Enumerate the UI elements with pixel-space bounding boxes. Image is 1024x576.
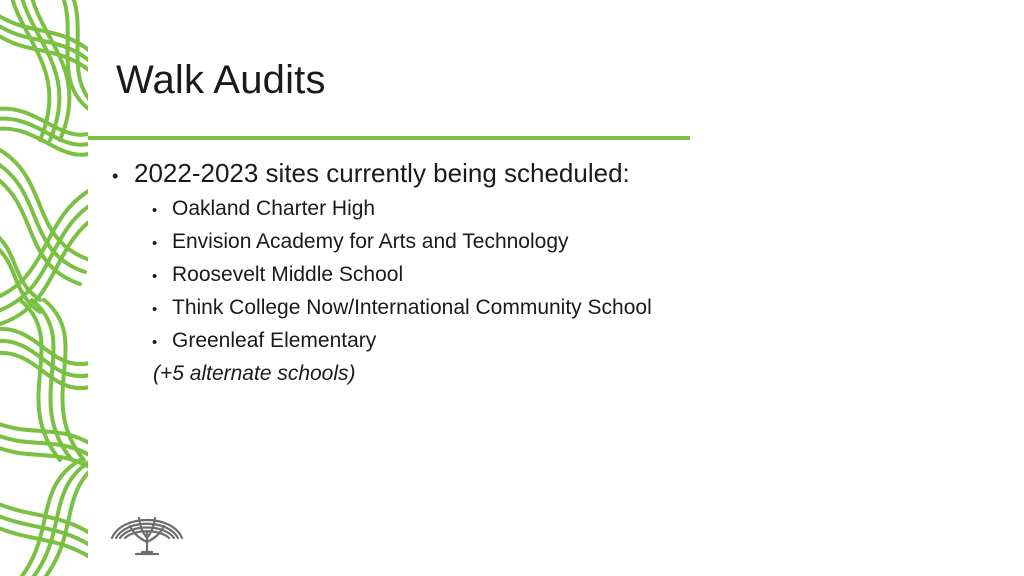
main-bullet bbox=[110, 154, 990, 192]
list-item bbox=[110, 324, 990, 357]
list-item bbox=[110, 192, 990, 225]
alternate-schools-note: (+5 alternate schools) bbox=[153, 362, 356, 385]
list-item bbox=[110, 291, 990, 324]
bullet-icon: • bbox=[112, 166, 119, 186]
bullet-icon: • bbox=[152, 334, 158, 351]
school-name: Envision Academy for Arts and Technology bbox=[172, 230, 569, 253]
slide-title: Walk Audits bbox=[116, 58, 326, 102]
slide-body bbox=[110, 154, 990, 390]
school-name: Roosevelt Middle School bbox=[172, 263, 404, 286]
bullet-icon: • bbox=[152, 301, 158, 318]
bullet-icon: • bbox=[152, 268, 158, 285]
list-item bbox=[110, 225, 990, 258]
green-woven-lines-pattern bbox=[0, 0, 88, 576]
oak-tree-logo-icon bbox=[106, 508, 188, 556]
school-name: Oakland Charter High bbox=[172, 197, 376, 220]
school-name: Think College Now/International Community School bbox=[172, 296, 652, 319]
bullet-icon: • bbox=[152, 235, 158, 252]
list-item bbox=[110, 258, 990, 291]
title-underline bbox=[88, 136, 690, 140]
school-name: Greenleaf Elementary bbox=[172, 329, 377, 352]
bullet-icon: • bbox=[152, 202, 158, 219]
school-list bbox=[110, 192, 990, 357]
main-bullet-text: 2022-2023 sites currently being scheduled: bbox=[134, 158, 630, 188]
